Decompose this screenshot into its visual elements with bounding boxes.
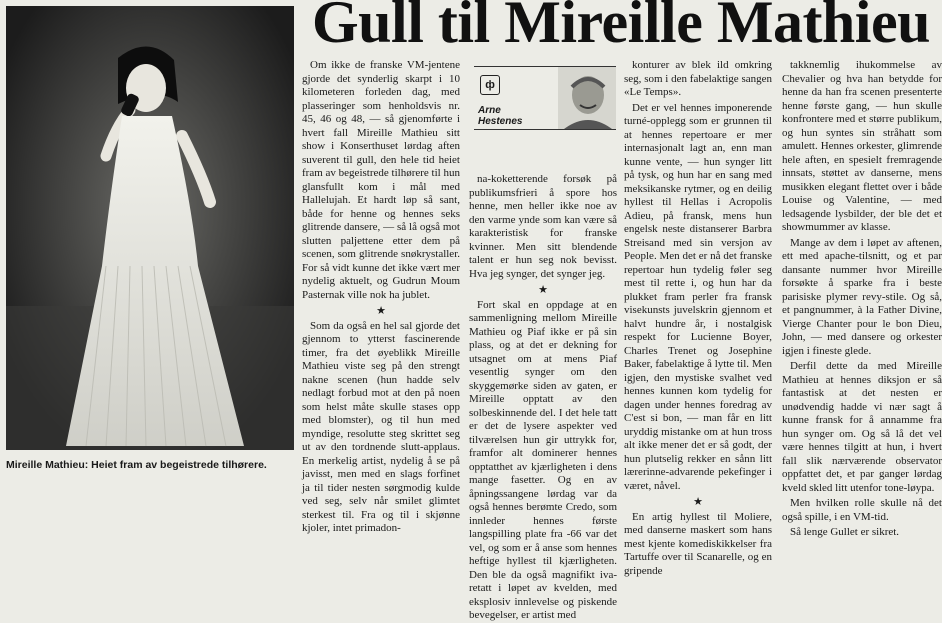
column-1	[302, 59, 460, 536]
column-2	[469, 173, 617, 623]
separator-star: ★	[538, 284, 548, 296]
author-first-name: Arne	[478, 105, 501, 116]
headline: Gull til Mireille Mathieu	[312, 0, 930, 55]
paragraph: Derfil dette da med Mireille Mathieu at hennes diksjon er så fantastisk at det nesten er unødvendig hadde vi nær sagt å kunne fransk for å annamme fra hun synger om. Og så lå det vel være hennes tilgitt at hun, i hvert fall slik nærværende observator oppfattet det, et par ganger lørdag kveld skled litt utenfor tone-løypa.	[782, 360, 942, 494]
paragraph: Men hvilken rolle skulle nå det også spille, i en VM-tid.	[782, 497, 942, 523]
author-portrait	[558, 67, 616, 129]
author-last-name: Hestenes	[478, 116, 523, 127]
separator-star: ★	[376, 305, 386, 317]
paragraph: na-koketterende forsøk på publikumsfrieri å spore hos henne, men heller ikke noe av den varme ynde som kan være så karakteristisk for franske kvinner. Men sitt blendende talent er hun seg nok bevisst. Hva jeg synger, det synger jeg.	[469, 173, 617, 280]
column-3	[624, 59, 772, 578]
column-4	[782, 59, 942, 540]
paragraph: Det er vel hennes imponerende turné-opplegg som er grunnen til at hennes repertoare er mer internasjonalt lagt an, enn man kunne vente, — hun synger litt på tysk, og hun har en sang med meksikanske rytmer, og en deilig hyllest til Hellas i Acropolis Adieu, på fransk, mens hun engelsk neste distanserer Barbra Streisand med sin versjon av People. Men det er nå det franske repertoar hun tydelig føler seg mest til rette i, og hun har da plukket fram perler fra fransk visekunsts juvelskrin gjennom et halvt hundre år, i nostalgisk respekt for Lucienne Boyer, Charles Trenet og Josephine Baker, fabelaktige å lytte til. Men igjen, den mystiske svalhet ved hennes kunnen kom tydelig for dagen under hennes foredrag av C'est si bon, — man får en litt uryddig mistanke om at hun tross alt ikke mener det er så godt, der hun plutselig rekker en sånn litt lærerinne-advarende pekefinger i været, nåvel.	[624, 101, 772, 492]
byline-author	[478, 105, 538, 127]
paragraph: En artig hyllest til Moliere, med danserne maskert som hans mest kjente komediskikkelser fra Tartuffe over til Scanarelle, og en gripende	[624, 510, 772, 577]
separator-star: ★	[693, 496, 703, 508]
paragraph: konturer av blek ild omkring seg, som i den fabelaktige sangen «Le Temps».	[624, 59, 772, 98]
paragraph: Som da også en hel sal gjorde det gjennom to ytterst fascinerende timer, fra det øyeblikk Mireille Mathieu viste seg på den strengt nakne scenen (hun hadde selv nedlagt forbud mot at den på noen som helst måte skulle stases opp med blomster), og til hun med myndige, resolutte steg skrittet seg ut av den tordnende slutt-applaus. En merkelig artist, nydelig å se på javisst, men med en slags forfinet ja til tider nesten sørgmodig kulde ved seg, selv når smilet glimtet sterkest til. Fra og til i skjønne kjoler, intet primadon-	[302, 319, 460, 534]
paragraph: Så lenge Gullet er sikret.	[790, 526, 900, 538]
newspaper-logo: ф	[480, 75, 500, 95]
paragraph: Om ikke de franske VM-jentene gjorde det synderlig skarpt i 10 kilometeren forleden dag, med plasseringer som henholdsvis nr. 45, 46 og 48, — så gjenomførte i hvert fall Mireille Mathieu sitt show i Konserthuset lørdag aften suverent til gull, den hele tid heiet fram av begeistrede tilhørere til hun glansfullt kom i mål med Hallelujah. Et hardt løp så sant, både for henne og hennes seks glitrende dansere, — så lå også mot slutten paljettene etter dem på scenen, som glitrende snøkrystaller. For så vidt kunne det ikke vært mer nydelig aktuelt, og Gudrun Moum Pasternak ville nok ha jublet.	[302, 59, 460, 301]
byline-box	[474, 66, 616, 130]
paragraph: Mange av dem i løpet av aftenen, ett med apache-tilsnitt, og et par dansante nummer hvor Mireille forsøkte å sparke fra i beste parisiske plymer revy-stile. Og så, et pangnummer, à la Father Divine, Vierge Chanter pour le bon Dieu, John, — med dansere og orkester igjen i fineste glede.	[782, 236, 942, 357]
photo-caption: Mireille Mathieu: Heiet fram av begeistrede tilhørere.	[6, 459, 267, 471]
paragraph: Fort skal en oppdage at en sammenligning mellom Mireille Mathieu og Piaf ikke er på sin plass, og at det er dekning for utsagnet om at mens Piaf vesentlig synger om den skyggemørke siden av gaten, er Mireille opptatt av den solbeskinnende del. I det hele tatt er det de lysere aspekter ved tilværelsen hun gir uttrykk for, framfor alt dominerer hennes opptatthet av kjærligheten i dens mange fasetter. Og en av åpningssangene lørdag var da også hennes berømte Credo, som innleder hennes første langspilling plate fra -66 var det vel, og som er å anse som hennes heftige hyllest til kjærligheten. Den ble da også magnifikt iva-retatt i løpet av kvelden, med eksplosiv innlevelse og piskende bevegelser, er artist med	[469, 298, 617, 621]
paragraph: takknemlig ihukommelse av Chevalier og hva han betydde for henne da han fra scenen presenterte henne første gang, — hun skulle konfrontere med et større publikum, og hun syntes sin stråhatt som amulett. Hennes orkester, glimrende hele aften, en spesielt fremragende innsats, støttet av danserne, mens musikken elegant flettet over i både Louise og Valentine, — med ledsagende lysbilder, der ble det et showmummer av klasse.	[782, 59, 942, 233]
performer-photo	[6, 6, 294, 450]
